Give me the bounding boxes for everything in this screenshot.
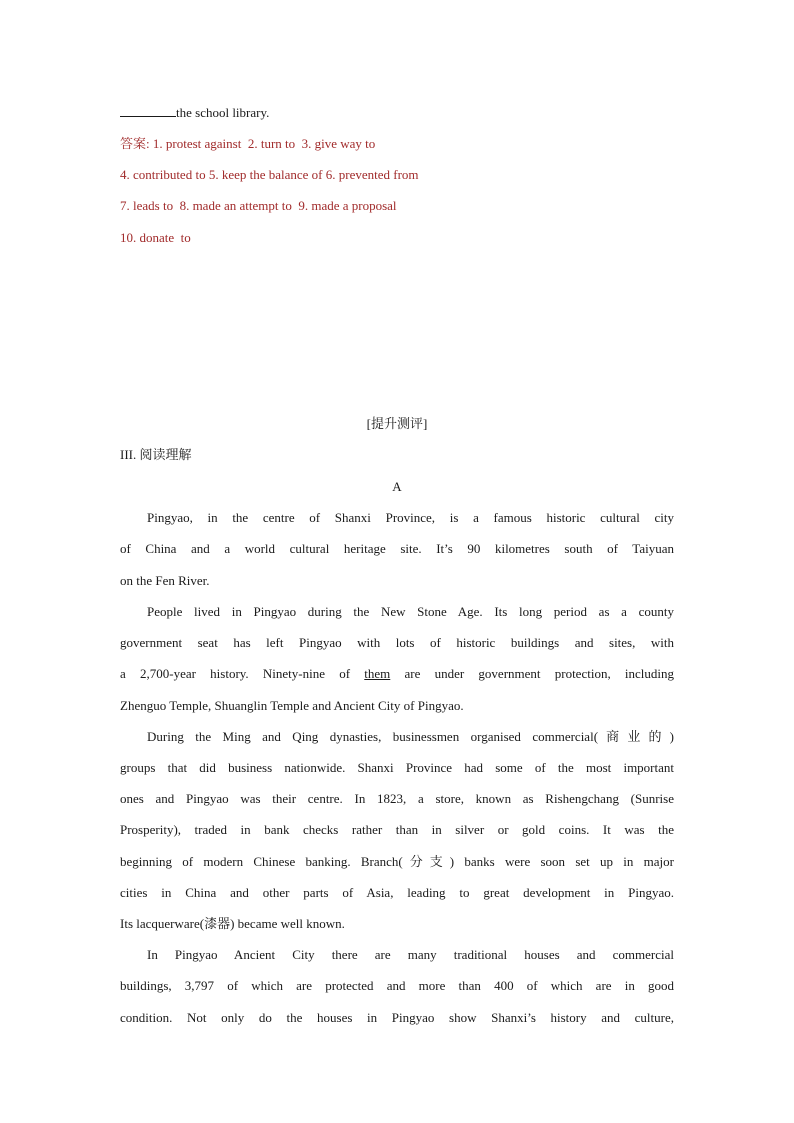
- answer-line-4: 10. donate to: [120, 230, 191, 245]
- paragraph-3-line-2: groups that did business nationwide. Shanxi Province had some of the most important: [120, 760, 674, 775]
- answer-blank: [120, 105, 176, 117]
- paragraph-1-line-3: on the Fen River.: [120, 573, 210, 588]
- answer-label: 答案:: [120, 136, 150, 151]
- paragraph-2-line-3: [120, 666, 674, 682]
- paragraph-4-line-2: buildings, 3,797 of which are protected and more than 400 of which are in good: [120, 978, 674, 993]
- paragraph-2-line-3-a: a 2,700-year history. Ninety-nine of: [120, 666, 351, 681]
- paragraph-1-line-1: Pingyao, in the centre of Shanxi Province, is a famous historic cultural city: [147, 510, 674, 525]
- paragraph-2-line-2: government seat has left Pingyao with lots of historic buildings and sites, with: [120, 635, 674, 650]
- paragraph-3-line-4: Prosperity), traded in bank checks rather than in silver or gold coins. It was the: [120, 822, 674, 837]
- paragraph-2-line-4: Zhenguo Temple, Shuanglin Temple and Ancient City of Pingyao.: [120, 698, 464, 713]
- paragraph-3-line-1: During the Ming and Qing dynasties, businessmen organised commercial(商业的): [147, 729, 674, 744]
- paragraph-2-line-1: People lived in Pingyao during the New Stone Age. Its long period as a county: [147, 604, 674, 619]
- passage-letter: A: [392, 479, 402, 494]
- answer-line-3: 7. leads to 8. made an attempt to 9. made a proposal: [120, 198, 397, 213]
- paragraph-3-line-5: beginning of modern Chinese banking. Branch(分支) banks were soon set up in major: [120, 854, 674, 869]
- underlined-word: them: [364, 666, 391, 681]
- fill-in-line: [120, 105, 269, 121]
- paragraph-1-line-2: of China and a world cultural heritage site. It’s 90 kilometres south of Taiyuan: [120, 541, 674, 556]
- answer-line-2: 4. contributed to 5. keep the balance of 6. prevented from: [120, 167, 419, 182]
- answer-line-1: [120, 136, 375, 152]
- paragraph-3-line-7: Its lacquerware(漆器) became well known.: [120, 916, 345, 931]
- fill-in-text: the school library.: [176, 105, 270, 120]
- paragraph-4-line-1: In Pingyao Ancient City there are many traditional houses and commercial: [147, 947, 674, 962]
- paragraph-2-line-3-b: are under government protection, including: [404, 666, 674, 681]
- paragraph-3-line-6: cities in China and other parts of Asia, leading to great development in Pingyao.: [120, 885, 674, 900]
- paragraph-4-line-3: condition. Not only do the houses in Pingyao show Shanxi’s history and culture,: [120, 1010, 674, 1025]
- answer-text-1: 1. protest against 2. turn to 3. give way to: [152, 136, 376, 151]
- part-title: III. 阅读理解: [120, 447, 192, 462]
- section-header: [提升测评]: [366, 416, 428, 431]
- paragraph-3-line-3: ones and Pingyao was their centre. In 1823, a store, known as Rishengchang (Sunrise: [120, 791, 674, 806]
